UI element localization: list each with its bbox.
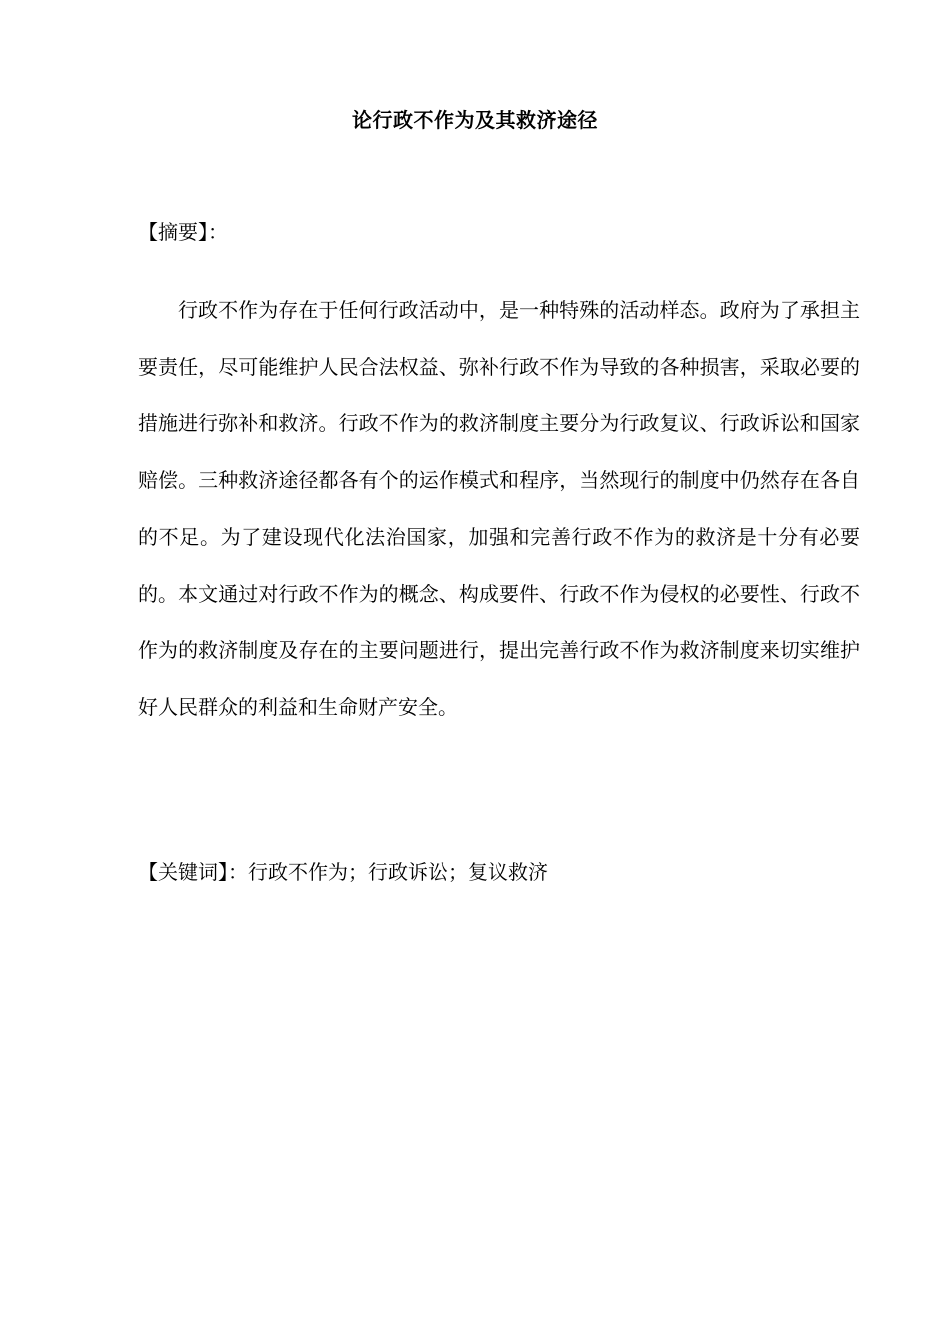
abstract-body: 行政不作为存在于任何行政活动中，是一种特殊的活动样态。政府为了承担主要责任，尽可能维护人民合法权益、弥补行政不作为导致的各种损害，采取必要的措施进行弥补和救济。行政不作为的救济制度主要分为行政复议、行政诉讼和国家赔偿。三种救济途径都各有个的运作模式和程序，当然现行的制度中仍然存在各自的不足。为了建设现代化法治国家，加强和完善行政不作为的救济是十分有必要的。本文通过对行政不作为的概念、构成要件、行政不作为侵权的必要性、行政不作为的救济制度及存在的主要问题进行，提出完善行政不作为救济制度来切实维护好人民群众的利益和生命财产安全。 (138, 298, 860, 719)
document-title: 论行政不作为及其救济途径 (352, 108, 598, 132)
keywords-label: 【关键词】： (138, 860, 248, 884)
abstract-label: 【摘要】： (138, 220, 228, 244)
keywords-line (138, 856, 548, 885)
abstract-heading (138, 216, 228, 245)
keywords-text: 行政不作为；行政诉讼；复议救济 (248, 860, 548, 884)
